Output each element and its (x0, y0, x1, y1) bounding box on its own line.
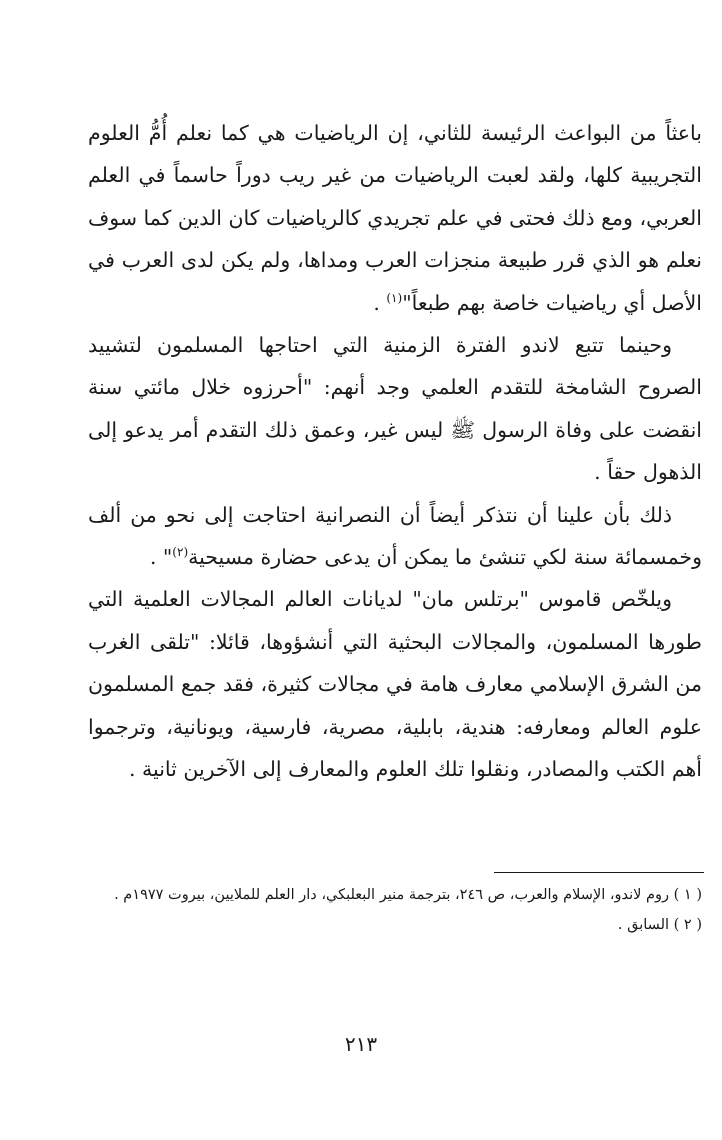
paragraph-1-end: . (373, 290, 387, 315)
footnote-divider (494, 872, 704, 873)
paragraph-4-text: ويلخّص قاموس "برتلس مان" لديانات العالم المجالات العلمية التي طورها المسلمون، والمجالات البحثية التي أنشؤوها، قائلا: "تلقى الغرب من الشرق الإسلامي معارف هامة في مجالات كثيرة، فقد جمع المسلمون علوم العالم ومعارفه: هندية، بابلية، مصرية، فارسية، ويونانية، وترجموا أهم الكتب والمصادر، ونقلوا تلك العلوم والمعارف إلى الآخرين ثانية . (88, 587, 702, 782)
paragraph-2 (88, 324, 702, 494)
paragraph-4 (88, 578, 702, 790)
footnote-1: ( ١ ) روم لاندو، الإسلام والعرب، ص ٢٤٦، بترجمة منير البعلبكي، دار العلم للملايين، بيروت ١٩٧٧م . (114, 887, 702, 903)
footnote-2: ( ٢ ) السابق . (617, 917, 702, 933)
page-number: ٢١٣ (344, 1032, 378, 1056)
paragraph-2-text: وحينما تتبع لاندو الفترة الزمنية التي احتاجها المسلمون لتشييد الصروح الشامخة للتقدم العلمي وجد أنهم: "أحرزوه خلال مائتي سنة انقضت على وفاة الرسول ﷺ ليس غير، وعمق ذلك التقدم أمر يدعو إلى الذهول حقاً . (88, 333, 702, 485)
paragraph-1-text: باعثاً من البواعث الرئيسة للثاني، إن الرياضيات هي كما نعلم أُمُّ العلوم التجريبية كلها، ولقد لعبت الرياضيات من غير ريب دوراً حاسماً في العلم العربي، ومع ذلك فحتى في علم تجريدي كالرياضيات كان الدين كما سوف نعلم هو الذي قرر طبيعة منجزات العرب ومداها، ولم يكن لدى العرب في الأصل أي رياضيات خاصة بهم طبعاً" (88, 121, 702, 315)
paragraph-1 (88, 112, 702, 324)
footnotes (88, 880, 702, 940)
footnote-ref-2: (٢) (172, 545, 189, 560)
paragraph-3 (88, 494, 702, 579)
footnote-ref-1: (١) (386, 290, 403, 305)
paragraph-3-text: ذلك بأن علينا أن نتذكر أيضاً أن النصرانية احتاجت إلى نحو من ألف وخمسمائة سنة لكي تنشئ ما يمكن أن يدعى حضارة مسيحية (88, 502, 702, 570)
paragraph-3-end: " . (149, 545, 173, 570)
main-text (88, 112, 702, 791)
